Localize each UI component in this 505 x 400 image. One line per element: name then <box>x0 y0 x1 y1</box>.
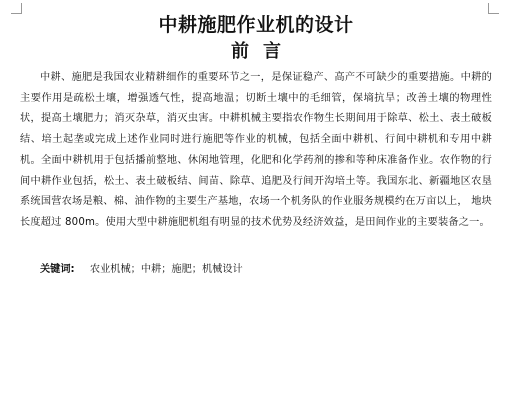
section-heading: 前言 <box>231 41 295 62</box>
document-page <box>20 12 492 278</box>
keywords-line <box>40 262 492 278</box>
body-paragraph: 中耕、施肥是我国农业精耕细作的重要环节之一，是保证稳产、高产不可缺少的重要措施。中耕的主要作用是疏松土壤，增强透气性，提高地温；切断土壤中的毛细管，保墒抗旱；改善土壤的物理性状，提高土壤肥力；消灭杂草，消灭虫害。中耕机械主要指农作物生长期间用于除草、松土、表土破板结、培土起垄或完成上述作业同时进行施肥等作业的机械，包括全面中耕机、行间中耕机和专用中耕机。全面中耕机用于包括播前整地、休闲地管理，化肥和化学药剂的掺和等种床准备作业。农作物的行间中耕作业包括，松土、表土破板结、间苗、除草、追肥及行间开沟培土等。我国东北、新疆地区农垦系统国营农场是粮、棉、油作物的主要生产基地，农场一个机务队的作业服务规模约在万亩以上， 地块长度超过 800m。使用大型中耕施肥机组有明显的技术优势及经济效益，是田间作业的主要装备之一。 <box>20 72 492 228</box>
document-title: 中耕施肥作业机的设计 <box>158 14 354 36</box>
keywords-value: 农业机械；中耕；施肥；机械设计 <box>89 263 243 275</box>
keywords-label: 关键词: <box>40 263 75 275</box>
